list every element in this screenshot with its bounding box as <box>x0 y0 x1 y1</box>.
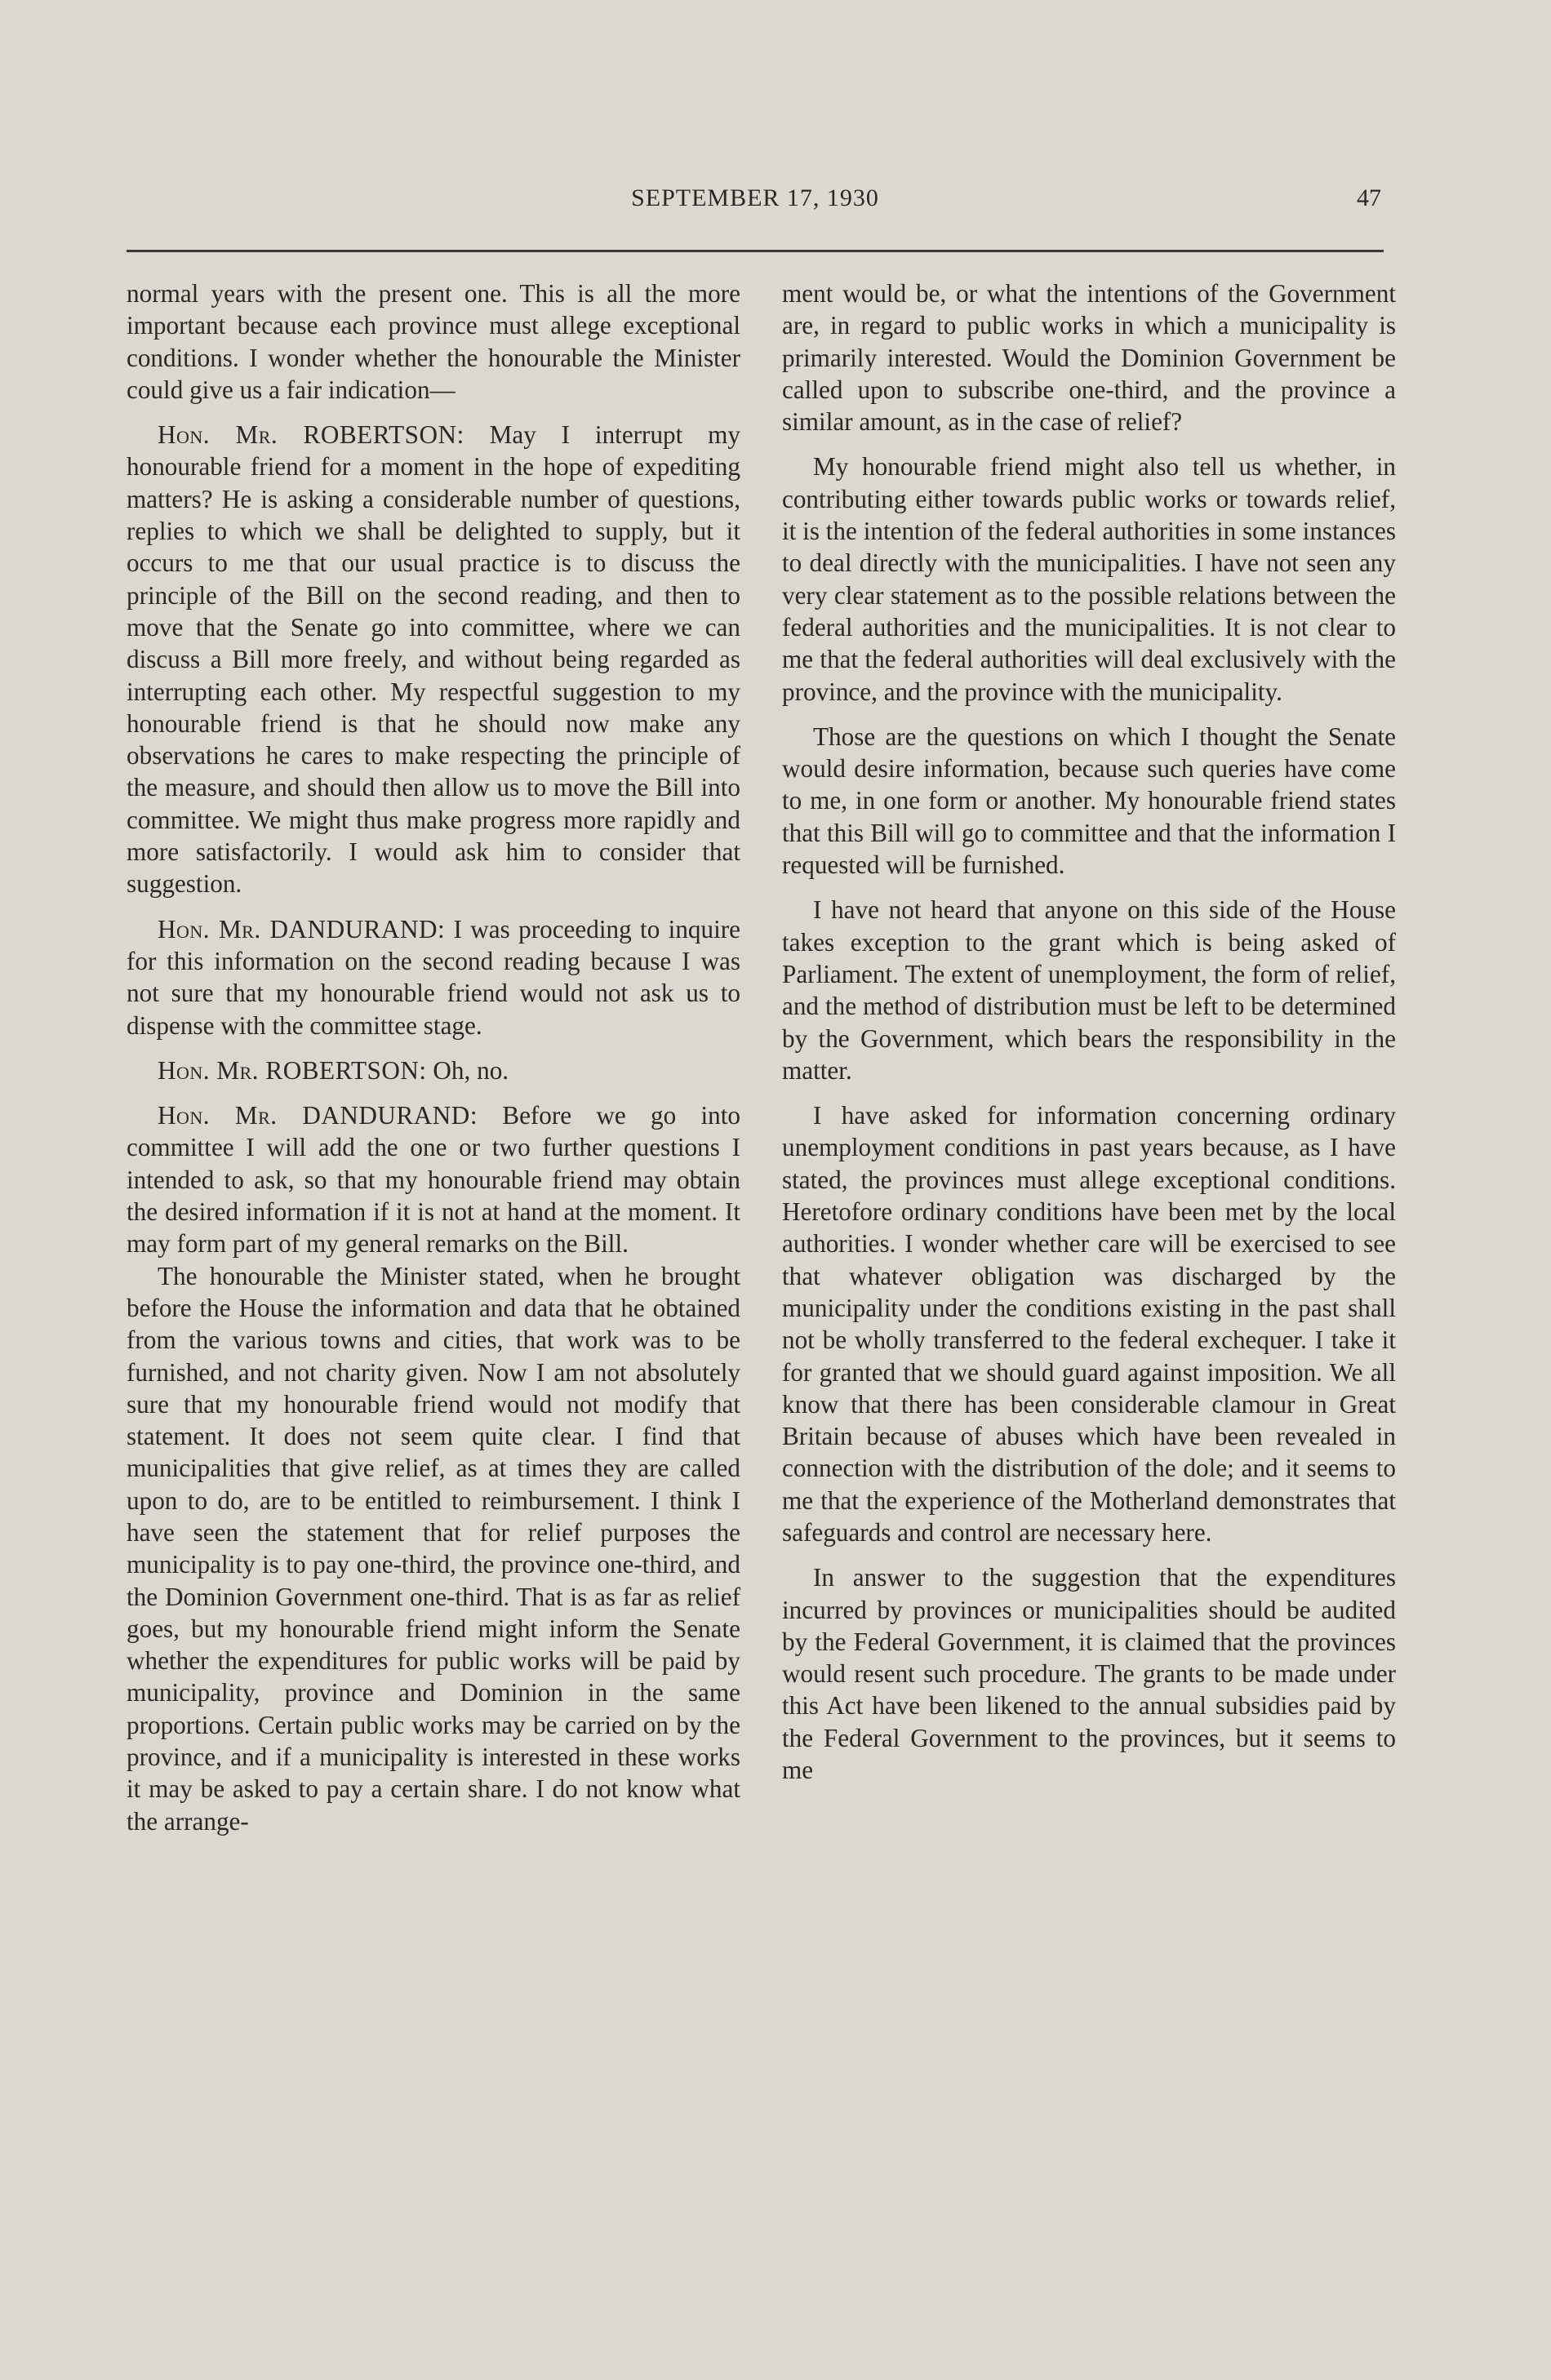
paragraph-text: The honourable the Minister stated, when he brought before the House the information and data that he obtained from the various towns and cities, that work was to be furnished, and not charity given. Now I am not absolutely sure that my honourable friend would not modify that statement. It does not seem quite clear. I find that municipalities that give relief, as at times they are called upon to do, are to be entitled to reimbursement. I think I have seen the statement that for relief purposes the municipality is to pay one-third, the province one-third, and the Dominion Government one-third. That is as far as relief goes, but my honourable friend might inform the Senate whether the expenditures for public works will be paid by municipality, province and Dominion in the same proportions. Certain public works may be carried on by the province, and if a municipality is interested in these works it may be asked to pay a certain share. I do not know what the arrange- <box>127 1261 740 1836</box>
page-header <box>127 181 1384 222</box>
paragraph <box>782 1099 1396 1548</box>
paragraph-text: ment would be, or what the intentions of the Government are, in regard to public works in which a municipality is primarily interested. Would the Dominion Government be called upon to subscribe one-third, and the province a similar amount, as in the case of relief? <box>782 279 1396 437</box>
speaker-label: Hon. Mr. ROBERTSON: <box>158 1055 427 1085</box>
paragraph <box>127 1260 740 1837</box>
paragraph <box>782 1561 1396 1786</box>
left-column <box>127 278 740 1850</box>
speaker-label: Hon. Mr. DANDURAND: <box>158 1101 478 1130</box>
paragraph-text: Before we go into committee I will add the one or two further questions I intended to ask, so that my honourable friend may obtain the desired information if it is not at hand at the moment. It may form part of my general remarks on the Bill. <box>127 1101 741 1259</box>
speaker-label: Hon. Mr. DANDURAND: <box>158 914 446 944</box>
paragraph-text: I have asked for information concerning ordinary unemployment conditions in past years because, as I have stated, the provinces must allege exceptional conditions. Heretofore ordinary conditions have been met by the local authorities. I wonder whether care will be exercised to see that whatever obligation was discharged by the municipality under the conditions existing in the past shall not be wholly transferred to the federal exchequer. I take it for granted that we should guard against imposition. We all know that there has been considerable clamour in Great Britain because of abuses which have been revealed in connection with the distribution of the dole; and it seems to me that the experience of the Motherland demonstrates that safeguards and control are necessary here. <box>782 1101 1396 1547</box>
speech-paragraph <box>127 1099 740 1259</box>
paragraph <box>782 278 1396 437</box>
speech-paragraph <box>127 1055 740 1086</box>
header-date: SEPTEMBER 17, 1930 <box>631 184 879 211</box>
speaker-label: Hon. Mr. ROBERTSON: <box>158 420 464 450</box>
paragraph <box>782 894 1396 1086</box>
paragraph-text: My honourable friend might also tell us whether, in contributing either towards public works or towards relief, it is the intention of the federal authorities in some instances to deal directly with the municipalities. I have not seen any very clear statement as to the possible relations between the federal authorities and the municipalities. It is not clear to me that the federal authorities will deal exclusively with the province, and the province with the municipality. <box>782 452 1396 706</box>
page-number: 47 <box>1357 184 1381 211</box>
paragraph-text: Those are the questions on which I thought the Senate would desire information, because such queries have come to me, in one form or another. My honourable friend states that this Bill will go to committee and that the information I requested will be furnished. <box>782 722 1396 880</box>
speech-paragraph <box>127 419 740 899</box>
paragraph <box>782 721 1396 881</box>
paragraph-text: normal years with the present one. This is all the more important because each province must allege exceptional conditions. I wonder whether the honourable the Minister could give us a fair indication— <box>127 279 740 404</box>
paragraph-text: In answer to the suggestion that the expenditures incurred by provinces or municipalities should be audited by the Federal Government, it is claimed that the provinces would resent such procedure. The grants to be made under this Act have been likened to the annual subsidies paid by the Federal Government to the provinces, but it seems to me <box>782 1563 1396 1785</box>
right-column <box>782 278 1396 1799</box>
paragraph <box>127 278 740 406</box>
paragraph <box>782 451 1396 707</box>
paragraph-text: I have not heard that anyone on this side of the House takes exception to the grant which is being asked of Parliament. The extent of unemployment, the form of relief, and the method of distribution must be left to be determined by the Government, which bears the responsibility in the matter. <box>782 895 1396 1085</box>
paragraph-text: I was proceeding to inquire for this information on the second reading because I was not sure that my honourable friend would not ask us to dispense with the committee stage. <box>127 914 740 1040</box>
speech-paragraph <box>127 913 740 1041</box>
paragraph-text: May I interrupt my honourable friend for a moment in the hope of expediting matters? He is asking a considerable number of questions, replies to which we shall be delighted to supply, but it occurs to me that our usual practice is to discuss the principle of the Bill on the second reading, and then to move that the Senate go into committee, where we can discuss a Bill more freely, and without being regarded as interrupting each other. My respectful suggestion to my honourable friend is that he should now make any observations he cares to make respecting the principle of the measure, and should then allow us to move the Bill into committee. We might thus make progress more rapidly and more satisfactorily. I would ask him to consider that suggestion. <box>127 420 741 899</box>
header-rule <box>127 250 1384 252</box>
paragraph-text: Oh, no. <box>433 1055 509 1085</box>
